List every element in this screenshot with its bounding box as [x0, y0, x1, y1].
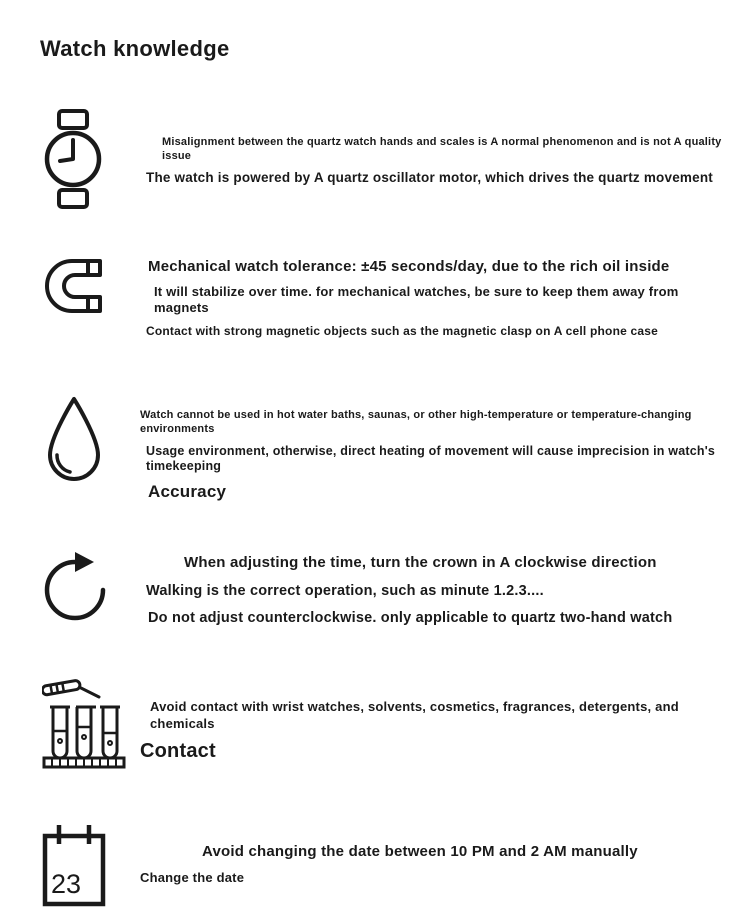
clockwise-arrow-icon [42, 546, 140, 626]
info-line: The watch is powered by A quartz oscillator motor, which drives the quartz movement [146, 169, 713, 185]
wristwatch-icon [42, 108, 140, 210]
section-heading: Accuracy [148, 482, 227, 501]
section-text [140, 546, 750, 627]
info-line: Usage environment, otherwise, direct heating of movement will cause imprecision in watch's timekeeping [146, 443, 716, 474]
water-drop-icon [42, 393, 140, 489]
info-line: Walking is the correct operation, such as minute 1.2.3.... [146, 583, 544, 599]
section-text [140, 673, 750, 764]
test-tubes-icon [42, 673, 140, 773]
section-temperature-accuracy [0, 393, 750, 502]
info-line: Contact with strong magnetic objects such as the magnetic clasp on A cell phone case [146, 324, 659, 339]
section-heading: Contact [140, 739, 216, 762]
page-title: Watch knowledge [40, 36, 230, 61]
section-chemicals-contact [0, 673, 750, 773]
section-crown-adjustment [0, 546, 750, 627]
info-line: Misalignment between the quartz watch hands and scales is A normal phenomenon and is not A quality issue [162, 136, 722, 162]
calendar-icon [42, 823, 140, 907]
info-line: It will stabilize over time. for mechanical watches, be sure to keep them away from magnets [154, 283, 679, 315]
section-quartz-movement [0, 108, 750, 210]
section-text [140, 108, 750, 186]
section-magnet [0, 254, 750, 339]
info-line: Avoid changing the date between 10 PM and 2 AM manually [202, 843, 638, 861]
info-line: Avoid contact with wrist watches, solvents, cosmetics, fragrances, detergents, and chemicals [150, 699, 679, 731]
section-date-change [0, 823, 750, 907]
section-text [140, 254, 750, 339]
info-line: Watch cannot be used in hot water baths, saunas, or other high-temperature or temperature-changing environments [140, 409, 692, 435]
info-line: Change the date [140, 870, 245, 885]
info-line: Mechanical watch tolerance: ±45 seconds/day, due to the rich oil inside [148, 258, 670, 275]
section-text [140, 393, 750, 502]
info-line: When adjusting the time, turn the crown in A clockwise direction [184, 554, 657, 572]
section-text [140, 823, 750, 886]
magnet-icon [42, 254, 140, 316]
info-line: Do not adjust counterclockwise. only applicable to quartz two-hand watch [148, 610, 673, 627]
calendar-day-number: 23 [51, 869, 82, 900]
